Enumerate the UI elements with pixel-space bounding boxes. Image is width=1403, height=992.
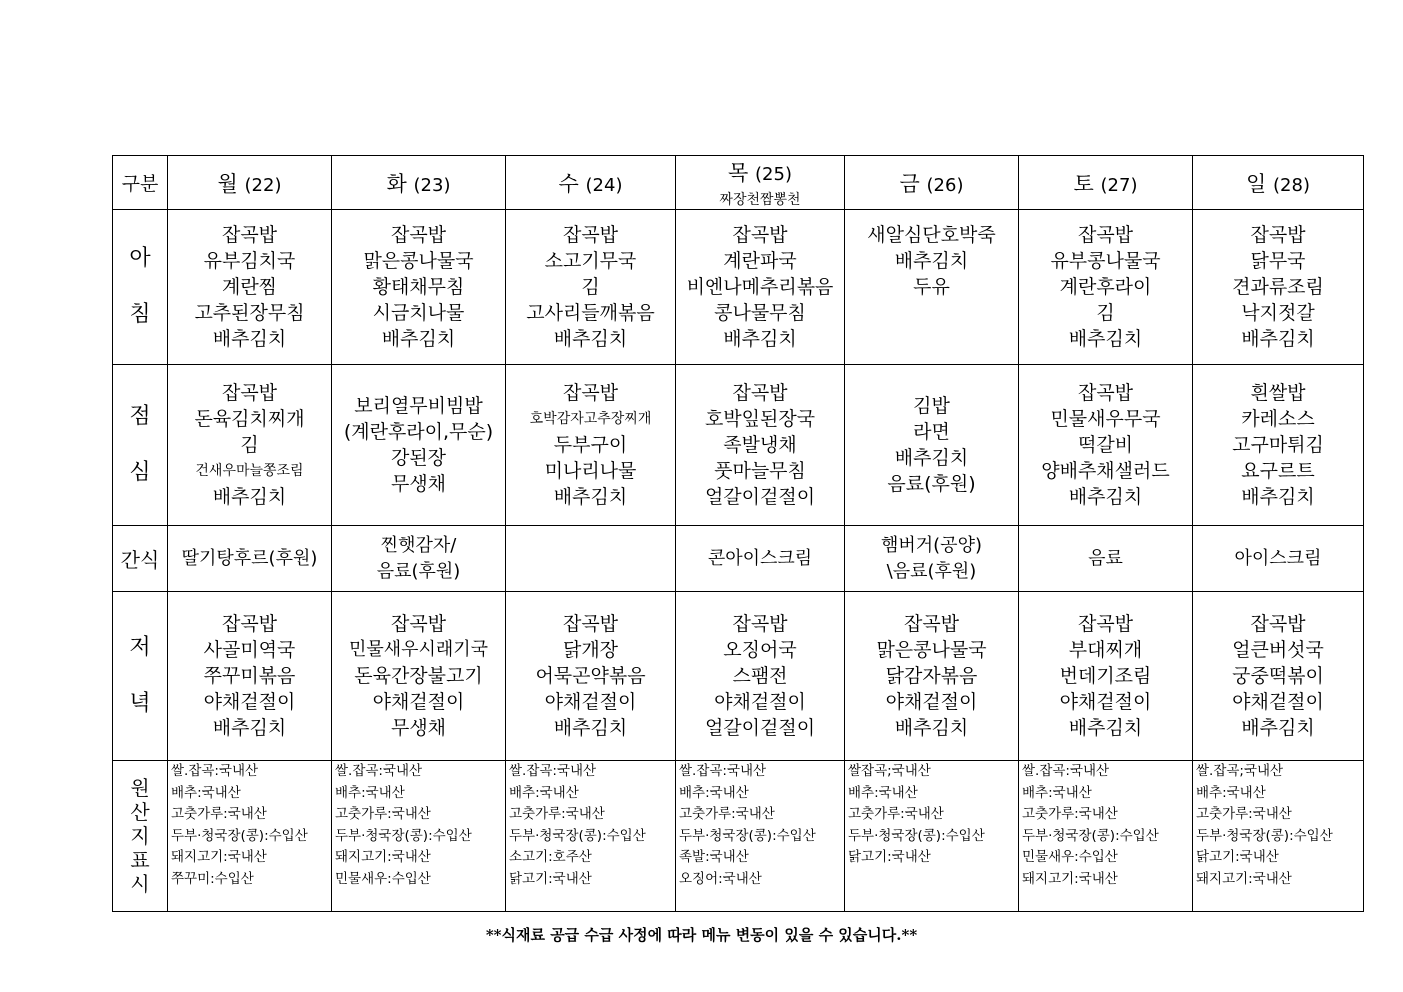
origin-item: 배추:국내산 bbox=[335, 784, 405, 801]
menu-item: 잡곡밥 bbox=[1250, 224, 1306, 246]
menu-item: 부대찌개 bbox=[1068, 639, 1143, 661]
day-header-wed bbox=[506, 156, 676, 210]
menu-item: 딸기탕후르(후원) bbox=[181, 547, 318, 569]
menu-item: 햄버거(공양) bbox=[881, 534, 982, 556]
menu-item: 두부구이 bbox=[553, 434, 628, 456]
menu-item: 배추김치 bbox=[553, 328, 628, 350]
menu-item: 잡곡밥 bbox=[903, 613, 960, 635]
menu-item: 무생채 bbox=[390, 473, 447, 495]
menu-item: 잡곡밥 bbox=[732, 382, 788, 404]
menu-cell bbox=[676, 592, 845, 761]
origin-item: 쌀.잡곡:국내산 bbox=[335, 763, 423, 779]
day-header-tue bbox=[332, 156, 506, 210]
menu-item: 흰쌀밥 bbox=[1250, 382, 1306, 404]
menu-item: 김 bbox=[1096, 302, 1115, 324]
origin-row bbox=[113, 761, 1364, 912]
menu-item: 건새우마늘쫑조림 bbox=[195, 463, 304, 479]
menu-item: 풋마늘무침 bbox=[714, 460, 806, 482]
menu-item: 김 bbox=[240, 434, 259, 456]
menu-cell bbox=[676, 210, 845, 365]
origin-item: 소고기:호주산 bbox=[509, 849, 592, 865]
menu-item: 야채겉절이 bbox=[1232, 691, 1324, 713]
menu-item: 번데기조림 bbox=[1059, 665, 1152, 687]
day-date: (24) bbox=[585, 174, 623, 196]
menu-item: 민물새우무국 bbox=[1050, 408, 1161, 430]
menu-item: 찐햇감자/ bbox=[380, 534, 457, 556]
menu-item: 야채겉절이 bbox=[885, 691, 978, 713]
menu-item: 아이스크림 bbox=[1234, 547, 1322, 569]
menu-item: 황태채무침 bbox=[372, 276, 465, 298]
origin-item: 배추:국내산 bbox=[1196, 784, 1266, 801]
origin-cell bbox=[506, 761, 676, 912]
day-name: 일 bbox=[1246, 171, 1267, 196]
lunch-label bbox=[113, 365, 168, 526]
origin-item: 배추:국내산 bbox=[171, 784, 241, 801]
menu-item: 야채겉절이 bbox=[1059, 691, 1152, 713]
menu-cell bbox=[845, 592, 1019, 761]
origin-item: 쌀.잡곡:국내산 bbox=[509, 763, 597, 779]
menu-item: 족발냉채 bbox=[723, 434, 797, 456]
menu-item: 잡곡밥 bbox=[732, 224, 788, 246]
menu-item: 콘아이스크림 bbox=[707, 547, 813, 569]
menu-item: 배추김치 bbox=[212, 328, 287, 350]
origin-item: 민물새우:수입산 bbox=[1022, 849, 1118, 865]
origin-item: 두부·청국장(콩):수입산 bbox=[679, 827, 816, 844]
origin-item: 두부·청국장(콩):수입산 bbox=[509, 827, 646, 844]
menu-item: 배추김치 bbox=[553, 717, 628, 739]
menu-item: 잡곡밥 bbox=[1077, 382, 1134, 404]
breakfast-label bbox=[113, 210, 168, 365]
menu-item: \음료(후원) bbox=[886, 560, 977, 582]
menu-item: 잡곡밥 bbox=[1077, 613, 1134, 635]
origin-cell bbox=[676, 761, 845, 912]
day-header-fri bbox=[845, 156, 1019, 210]
snack-cell bbox=[1193, 526, 1364, 592]
label-char: 아 bbox=[129, 246, 151, 271]
day-subtitle: 짜장천짬뽕천 bbox=[719, 191, 801, 208]
menu-item: 카레소스 bbox=[1241, 408, 1315, 430]
menu-item: 김 bbox=[581, 276, 600, 298]
origin-item: 쌀잡곡;국내산 bbox=[848, 763, 931, 779]
day-header-sat bbox=[1019, 156, 1193, 210]
menu-cell bbox=[845, 210, 1019, 365]
menu-item: 김밥 bbox=[913, 395, 950, 417]
menu-item: 배추김치 bbox=[894, 250, 969, 272]
day-date: (25) bbox=[755, 163, 792, 185]
menu-item: 고사리들깨볶음 bbox=[526, 302, 655, 324]
menu-cell bbox=[168, 365, 332, 526]
menu-item: 스팸전 bbox=[732, 665, 788, 687]
origin-item: 고춧가루:국내산 bbox=[679, 806, 775, 822]
menu-item: 닭감자볶음 bbox=[885, 665, 978, 687]
origin-item: 고춧가루:국내산 bbox=[1022, 806, 1118, 822]
menu-item: 맑은콩나물국 bbox=[363, 250, 474, 272]
menu-cell bbox=[506, 592, 676, 761]
origin-item: 쌀.잡곡:국내산 bbox=[679, 763, 767, 779]
snack-cell bbox=[1019, 526, 1193, 592]
day-header-sun bbox=[1193, 156, 1364, 210]
day-name: 목 bbox=[728, 160, 749, 185]
menu-item: 배추김치 bbox=[1068, 486, 1143, 508]
menu-item: 잡곡밥 bbox=[221, 224, 278, 246]
menu-item: 계란파국 bbox=[723, 250, 797, 272]
menu-item: 라면 bbox=[913, 421, 950, 443]
menu-item: 음료(후원) bbox=[376, 560, 461, 582]
menu-item: 잡곡밥 bbox=[562, 613, 619, 635]
day-header-mon bbox=[168, 156, 332, 210]
day-date: (22) bbox=[244, 174, 282, 196]
origin-item: 고춧가루:국내산 bbox=[171, 806, 267, 822]
menu-item: 강된장 bbox=[390, 447, 447, 469]
menu-item: 호박잎된장국 bbox=[704, 408, 816, 430]
menu-cell bbox=[332, 592, 506, 761]
menu-cell bbox=[332, 210, 506, 365]
label-char: 원 bbox=[130, 776, 150, 800]
menu-item: 야채겉절이 bbox=[372, 691, 465, 713]
origin-label bbox=[113, 761, 168, 912]
day-date: (28) bbox=[1273, 174, 1310, 196]
snack-cell bbox=[332, 526, 506, 592]
lunch-row bbox=[113, 365, 1364, 526]
menu-item: 요구르트 bbox=[1241, 460, 1315, 482]
snack-label: 간식 bbox=[113, 526, 168, 592]
day-name: 수 bbox=[558, 171, 579, 196]
menu-cell bbox=[1019, 210, 1193, 365]
menu-item: 미나리나물 bbox=[544, 460, 637, 482]
menu-item: 잡곡밥 bbox=[732, 613, 788, 635]
origin-item: 두부·청국장(콩):수입산 bbox=[1196, 827, 1333, 844]
menu-item: 잡곡밥 bbox=[562, 224, 619, 246]
menu-item: 무생채 bbox=[390, 717, 447, 739]
label-char: 녁 bbox=[129, 691, 151, 716]
menu-item: 낙지젓갈 bbox=[1241, 302, 1315, 324]
label-char: 산 bbox=[130, 800, 150, 824]
origin-item: 배추:국내산 bbox=[679, 784, 749, 801]
origin-item: 닭고기:국내산 bbox=[509, 870, 592, 887]
snack-cell bbox=[506, 526, 676, 592]
menu-item: 잡곡밥 bbox=[562, 382, 619, 404]
menu-item: 계란후라이 bbox=[1059, 276, 1152, 298]
day-name: 화 bbox=[386, 171, 407, 196]
menu-cell bbox=[1019, 365, 1193, 526]
origin-cell bbox=[168, 761, 332, 912]
menu-item: 잡곡밥 bbox=[1250, 613, 1306, 635]
breakfast-row bbox=[113, 210, 1364, 365]
origin-cell bbox=[845, 761, 1019, 912]
menu-item: 야채겉절이 bbox=[544, 691, 637, 713]
snack-cell bbox=[168, 526, 332, 592]
menu-cell bbox=[506, 365, 676, 526]
origin-item: 오징어:국내산 bbox=[679, 870, 762, 887]
weekly-menu-table bbox=[112, 155, 1364, 912]
menu-item: 맑은콩나물국 bbox=[876, 639, 987, 661]
menu-item: 쭈꾸미볶음 bbox=[203, 665, 296, 687]
menu-item: 배추김치 bbox=[1068, 328, 1143, 350]
menu-item: 배추김치 bbox=[723, 328, 797, 350]
menu-cell bbox=[1193, 592, 1364, 761]
menu-item: (계란후라이,무순) bbox=[343, 421, 494, 443]
day-date: (23) bbox=[413, 174, 451, 196]
menu-item: 오징어국 bbox=[723, 639, 797, 661]
menu-item: 돈육김치찌개 bbox=[194, 408, 305, 430]
menu-item: 음료 bbox=[1088, 547, 1123, 569]
menu-item: 배추김치 bbox=[1068, 717, 1143, 739]
origin-item: 두부·청국장(콩):수입산 bbox=[848, 827, 985, 844]
menu-item: 민물새우시래기국 bbox=[348, 639, 489, 660]
label-char: 점 bbox=[129, 404, 151, 429]
menu-item: 음료(후원) bbox=[887, 473, 976, 495]
origin-item: 배추:국내산 bbox=[1022, 784, 1092, 801]
origin-item: 돼지고기:국내산 bbox=[335, 849, 431, 865]
menu-cell bbox=[845, 365, 1019, 526]
menu-item: 사골미역국 bbox=[203, 639, 296, 661]
menu-item: 배추김치 bbox=[212, 486, 287, 508]
menu-item: 잡곡밥 bbox=[390, 613, 447, 635]
label-char: 심 bbox=[129, 460, 151, 485]
snack-cell bbox=[845, 526, 1019, 592]
origin-item: 닭고기:국내산 bbox=[848, 849, 931, 865]
menu-item: 고구마튀김 bbox=[1232, 434, 1324, 456]
origin-item: 두부·청국장(콩):수입산 bbox=[335, 827, 472, 844]
menu-item: 어묵곤약볶음 bbox=[535, 665, 646, 687]
menu-item: 배추김치 bbox=[381, 328, 456, 350]
origin-item: 민물새우:수입산 bbox=[335, 870, 431, 887]
origin-item: 쌀.잡곡:국내산 bbox=[171, 763, 259, 779]
origin-item: 족발:국내산 bbox=[679, 849, 749, 865]
label-char: 침 bbox=[129, 302, 151, 327]
origin-item: 고춧가루:국내산 bbox=[1196, 806, 1292, 822]
menu-item: 배추김치 bbox=[1241, 328, 1315, 350]
menu-cell bbox=[168, 210, 332, 365]
menu-item: 얼갈이겉절이 bbox=[704, 486, 816, 508]
menu-cell bbox=[168, 592, 332, 761]
menu-cell bbox=[1019, 592, 1193, 761]
header-row bbox=[113, 156, 1364, 210]
origin-cell bbox=[332, 761, 506, 912]
menu-cell bbox=[1193, 210, 1364, 365]
day-date: (26) bbox=[926, 174, 964, 196]
origin-item: 쌀.잡곡;국내산 bbox=[1196, 763, 1284, 779]
origin-item: 닭고기:국내산 bbox=[1196, 849, 1279, 865]
footer-note: **식재료 공급 수급 사정에 따라 메뉴 변동이 있을 수 있습니다.** bbox=[485, 926, 918, 944]
origin-item: 배추:국내산 bbox=[509, 784, 579, 801]
menu-item: 배추김치 bbox=[1241, 486, 1315, 508]
origin-item: 고춧가루:국내산 bbox=[509, 806, 605, 822]
menu-item: 잡곡밥 bbox=[390, 224, 447, 246]
day-name: 토 bbox=[1073, 171, 1094, 196]
origin-item: 쌀.잡곡:국내산 bbox=[1022, 763, 1110, 779]
origin-item: 돼지고기:국내산 bbox=[1196, 870, 1292, 887]
snack-cell bbox=[676, 526, 845, 592]
menu-item: 야채겉절이 bbox=[714, 691, 806, 713]
menu-item: 두유 bbox=[913, 276, 950, 298]
origin-item: 고춧가루:국내산 bbox=[848, 806, 944, 822]
menu-cell bbox=[1193, 365, 1364, 526]
menu-item: 계란찜 bbox=[221, 276, 278, 298]
menu-item: 유부콩나물국 bbox=[1050, 250, 1161, 272]
menu-item: 소고기무국 bbox=[544, 250, 637, 272]
day-header-thu bbox=[676, 156, 845, 210]
menu-cell bbox=[676, 365, 845, 526]
menu-item: 얼갈이겉절이 bbox=[704, 717, 816, 739]
label-char: 지 bbox=[130, 824, 150, 848]
menu-item: 야채겉절이 bbox=[203, 691, 296, 713]
origin-item: 두부·청국장(콩):수입산 bbox=[171, 827, 308, 844]
origin-item: 두부·청국장(콩):수입산 bbox=[1022, 827, 1159, 844]
menu-item: 배추김치 bbox=[553, 486, 628, 508]
label-char: 표 bbox=[130, 848, 150, 872]
header-label: 구분 bbox=[113, 156, 168, 210]
menu-cell bbox=[332, 365, 506, 526]
menu-item: 잡곡밥 bbox=[1077, 224, 1134, 246]
menu-item: 시금치나물 bbox=[372, 302, 465, 324]
menu-cell bbox=[506, 210, 676, 365]
menu-item: 배추김치 bbox=[894, 447, 969, 469]
day-date: (27) bbox=[1100, 174, 1138, 196]
menu-item: 떡갈비 bbox=[1077, 434, 1134, 456]
menu-item: 양배추채샐러드 bbox=[1041, 460, 1170, 482]
menu-item: 돈육간장불고기 bbox=[354, 665, 483, 687]
label-char: 시 bbox=[130, 872, 150, 896]
menu-item: 닭무국 bbox=[1250, 250, 1306, 272]
menu-item: 콩나물무침 bbox=[714, 302, 806, 324]
origin-item: 고춧가루:국내산 bbox=[335, 806, 431, 822]
menu-item: 궁중떡볶이 bbox=[1232, 665, 1324, 687]
menu-item: 잡곡밥 bbox=[221, 613, 278, 635]
menu-item: 유부김치국 bbox=[203, 250, 296, 272]
dinner-label bbox=[113, 592, 168, 761]
origin-item: 돼지고기:국내산 bbox=[1022, 870, 1118, 887]
menu-item: 호박감자고추장찌개 bbox=[529, 411, 652, 427]
menu-item: 비엔나메추리볶음 bbox=[686, 276, 834, 298]
menu-item: 얼큰버섯국 bbox=[1232, 639, 1324, 661]
menu-item: 잡곡밥 bbox=[221, 382, 278, 404]
menu-item: 견과류조림 bbox=[1232, 276, 1324, 298]
origin-item: 배추:국내산 bbox=[848, 784, 918, 801]
origin-cell bbox=[1019, 761, 1193, 912]
origin-cell bbox=[1193, 761, 1364, 912]
origin-item: 쭈꾸미:수입산 bbox=[171, 870, 254, 887]
snack-row bbox=[113, 526, 1364, 592]
menu-item: 배추김치 bbox=[894, 717, 969, 739]
menu-item: 보리열무비빔밥 bbox=[354, 395, 483, 417]
label-char: 저 bbox=[129, 635, 151, 660]
origin-item: 돼지고기:국내산 bbox=[171, 849, 267, 865]
day-name: 금 bbox=[899, 171, 920, 196]
menu-item: 배추김치 bbox=[212, 717, 287, 739]
dinner-row bbox=[113, 592, 1364, 761]
menu-item: 새알심단호박죽 bbox=[867, 224, 996, 246]
day-name: 월 bbox=[217, 171, 238, 196]
menu-item: 배추김치 bbox=[1241, 717, 1315, 739]
menu-item: 닭개장 bbox=[562, 639, 619, 661]
menu-item: 고추된장무침 bbox=[194, 302, 305, 324]
